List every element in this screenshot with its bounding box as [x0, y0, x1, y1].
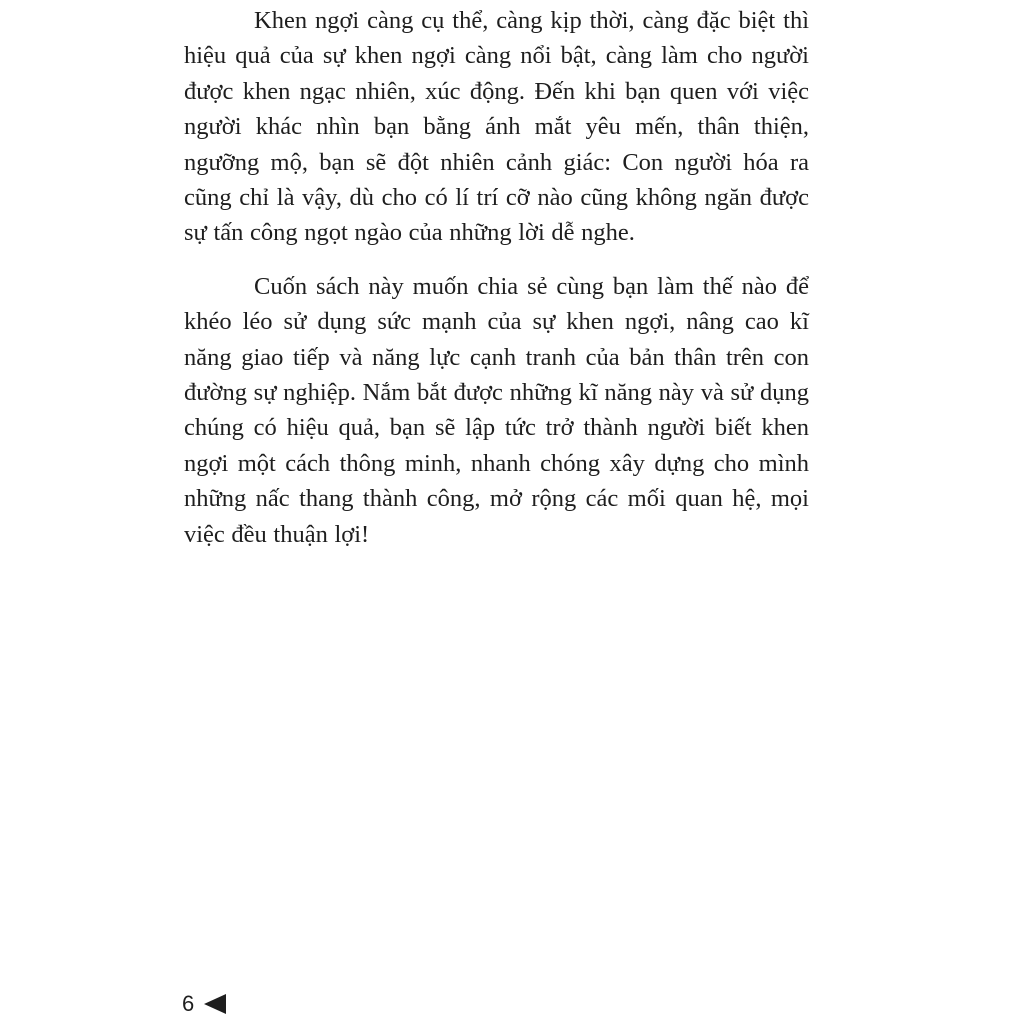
left-triangle-icon: [204, 994, 226, 1014]
paragraph-praise-effect: Khen ngợi càng cụ thể, càng kịp thời, càng đặc biệt thì hiệu quả của sự khen ngợi càng nổi bật, càng làm cho người được khen ngạc nhiên, xúc động. Đến khi bạn quen với việc người khác nhìn bạn bằng ánh mắt yêu mến, thân thiện, ngưỡng mộ, bạn sẽ đột nhiên cảnh giác: Con người hóa ra cũng chỉ là vậy, dù cho có lí trí cỡ nào cũng không ngăn được sự tấn công ngọt ngào của những lời dễ nghe.: [184, 7, 809, 247]
page-footer: [182, 988, 226, 1020]
book-page-body: [184, 3, 809, 552]
paragraph-book-purpose: Cuốn sách này muốn chia sẻ cùng bạn làm thế nào để khéo léo sử dụng sức mạnh của sự khen ngợi, nâng cao kĩ năng giao tiếp và năng lực cạnh tranh của bản thân trên con đường sự nghiệp. Nắm bắt được những kĩ năng này và sử dụng chúng có hiệu quả, bạn sẽ lập tức trở thành người biết khen ngợi một cách thông minh, nhanh chóng xây dựng cho mình những nấc thang thành công, mở rộng các mối quan hệ, mọi việc đều thuận lợi!: [184, 272, 809, 548]
page-number: 6: [182, 991, 195, 1016]
